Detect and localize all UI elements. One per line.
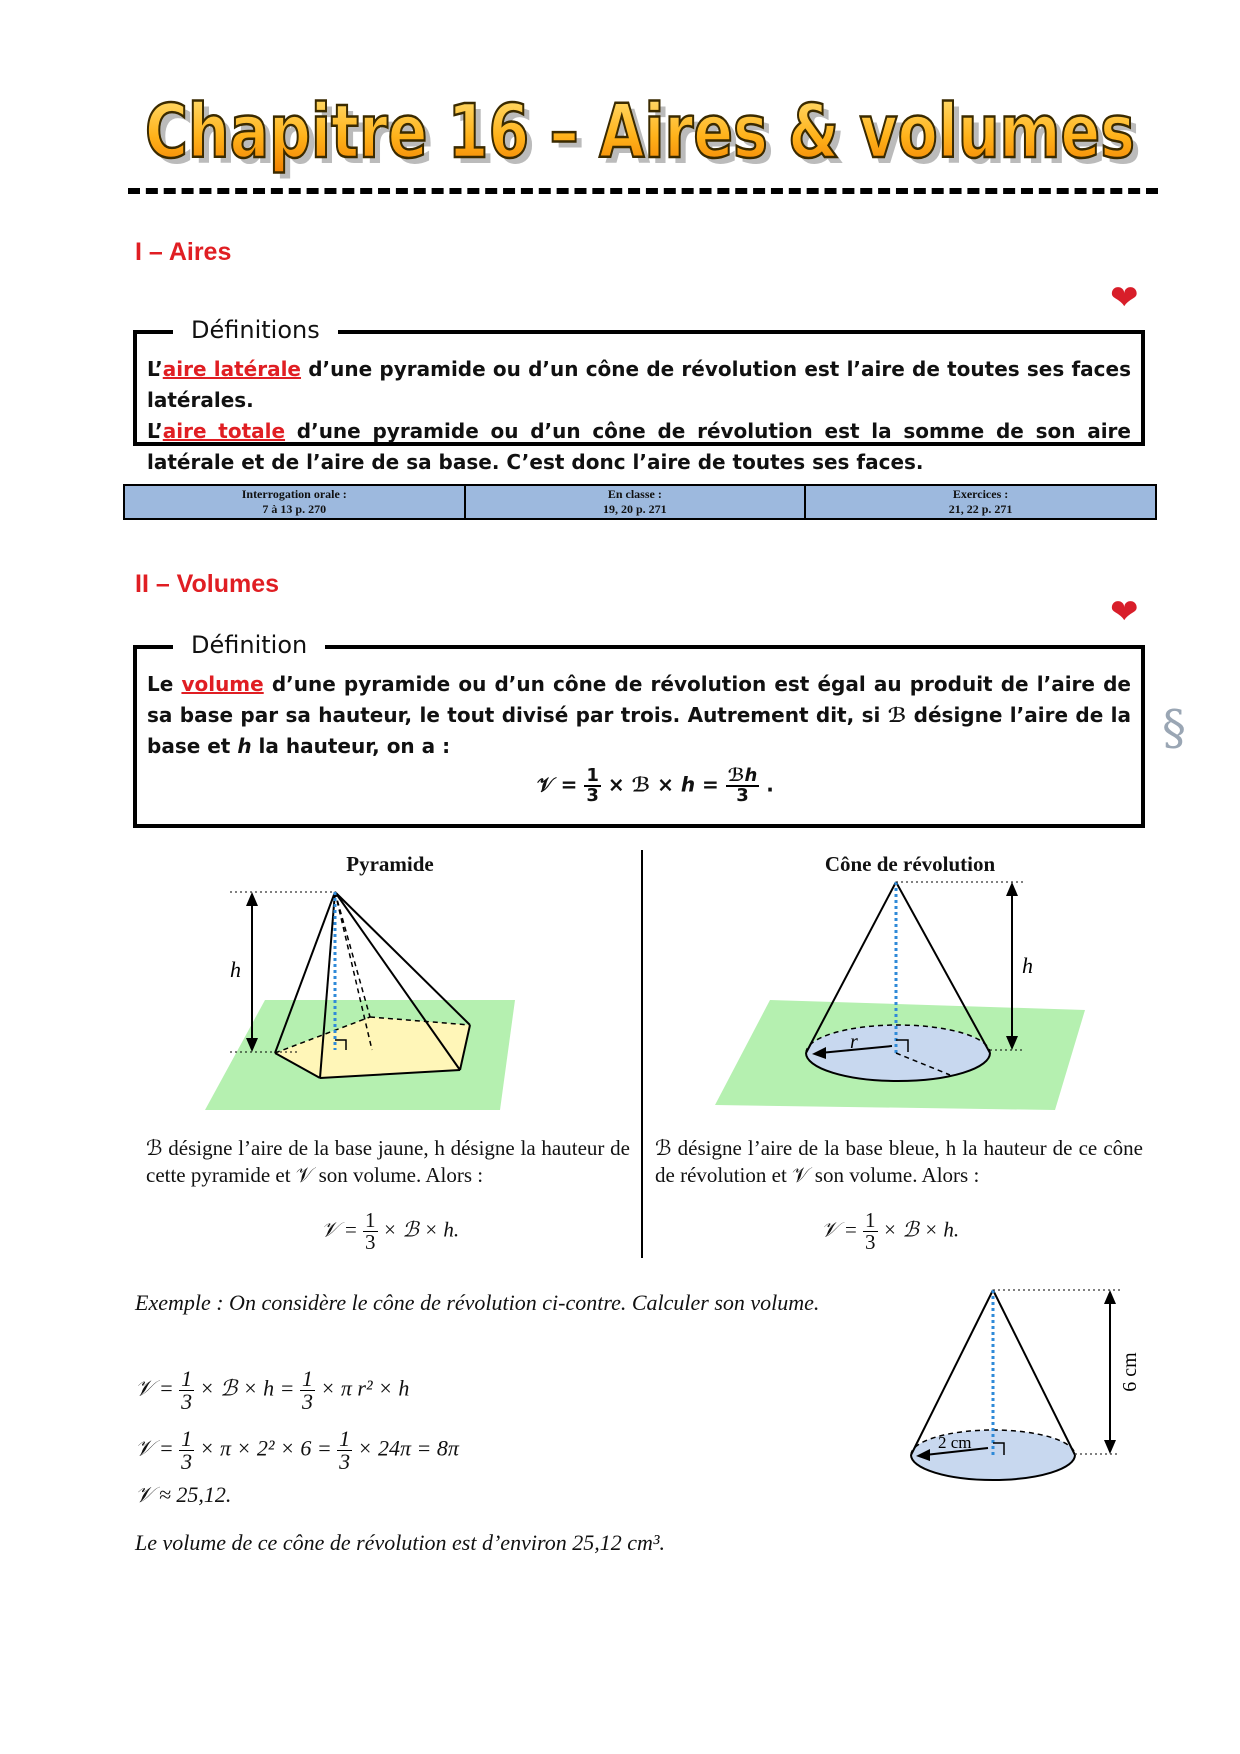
definitions-text (147, 354, 1131, 478)
pyramid-figure (200, 880, 540, 1120)
section-heading-aires: I – Aires (135, 238, 232, 266)
ref-exercices: Exercices : 21, 22 p. 271 (805, 485, 1156, 519)
def-lateral: L’aire latérale d’une pyramide ou d’un cône de révolution est l’aire de toutes ses faces latérales. (147, 357, 1132, 412)
cone-caption: ℬ désigne l’aire de la base bleue, h la hauteur de ce cône de révolution et 𝒱 son volume. Alors : (655, 1136, 1143, 1187)
heart-icon: ❤ (1110, 280, 1139, 317)
references-table (123, 484, 1157, 520)
ref-classe: En classe : 19, 20 p. 271 (465, 485, 806, 519)
chapter-title-shadow: Chapitre 16 – Aires & volumes (151, 95, 1141, 181)
cone-formula: 𝒱 = $\frac{1}{3}$ × ℬ × h. (820, 1208, 960, 1254)
figures-separator (641, 850, 643, 1258)
definition-volume-legend: Définition (173, 631, 325, 659)
heart-icon: ❤ (1110, 594, 1139, 631)
example-cone-figure (900, 1280, 1150, 1510)
term-volume: volume (181, 672, 264, 696)
definition-volume-text: Le volume d’une pyramide ou d’un cône de révolution est égal au produit de l’aire de sa base par sa hauteur, le tout divisé par trois. Autrement dit, si ℬ désigne l’aire de la base et h la hauteur, on a : (147, 672, 1131, 758)
definition-volume-box (133, 631, 1145, 828)
chapter-title-text: Chapitre 16 – Aires & volumes (145, 89, 1135, 175)
definitions-legend: Définitions (173, 316, 338, 344)
cone-r-label: r (850, 1031, 858, 1053)
cone-h-label: h (1022, 953, 1033, 978)
example-intro: Exemple : On considère le cône de révolution ci-contre. Calculer son volume. (135, 1290, 820, 1315)
cone-figure (700, 870, 1100, 1120)
pyramid-caption: ℬ désigne l’aire de la base jaune, h désigne la hauteur de cette pyramide et 𝒱 son volume. Alors : (146, 1136, 630, 1187)
example-line-3: 𝒱 ≈ 25,12. (135, 1482, 232, 1507)
ref-oral: Interrogation orale : 7 à 13 p. 270 (124, 485, 465, 519)
spiral-icon: § (1162, 700, 1186, 756)
pyramid-title: Pyramide (346, 852, 434, 876)
cone-title: Cône de révolution (824, 852, 996, 876)
volume-formula: 𝒱 = $\frac{1}{3}$ × ℬ × h = $\frac{\text{ℬh}}{3}$ . (537, 765, 774, 806)
def-totale: L’aire totale d’une pyramide ou d’un cône de révolution est la somme de son aire latérale et de l’aire de sa base. C’est donc l’aire de toutes ses faces. (147, 419, 1131, 474)
definitions-box (133, 316, 1145, 474)
term-aire-laterale: aire latérale (162, 357, 302, 381)
example-line-1: 𝒱 = $\frac{1}{3}$ × ℬ × h = $\frac{1}{3}$ × π r² × h (135, 1366, 410, 1414)
example-height-label: 6 cm (1119, 1352, 1141, 1392)
section-heading-volumes: II – Volumes (135, 570, 280, 598)
title-divider (128, 188, 1158, 194)
chapter-title (130, 72, 1150, 182)
term-aire-totale: aire totale (162, 419, 286, 443)
example-line-2: 𝒱 = $\frac{1}{3}$ × π × 2² × 6 = $\frac{1}{3}$ × 24π = 8π (135, 1426, 459, 1474)
pyramid-formula: 𝒱 = $\frac{1}{3}$ × ℬ × h. (320, 1208, 460, 1254)
example-radius-label: 2 cm (938, 1433, 972, 1452)
pyramid-h-label: h (230, 957, 241, 982)
example-conclusion: Le volume de ce cône de révolution est d’environ 25,12 cm³. (135, 1530, 665, 1555)
